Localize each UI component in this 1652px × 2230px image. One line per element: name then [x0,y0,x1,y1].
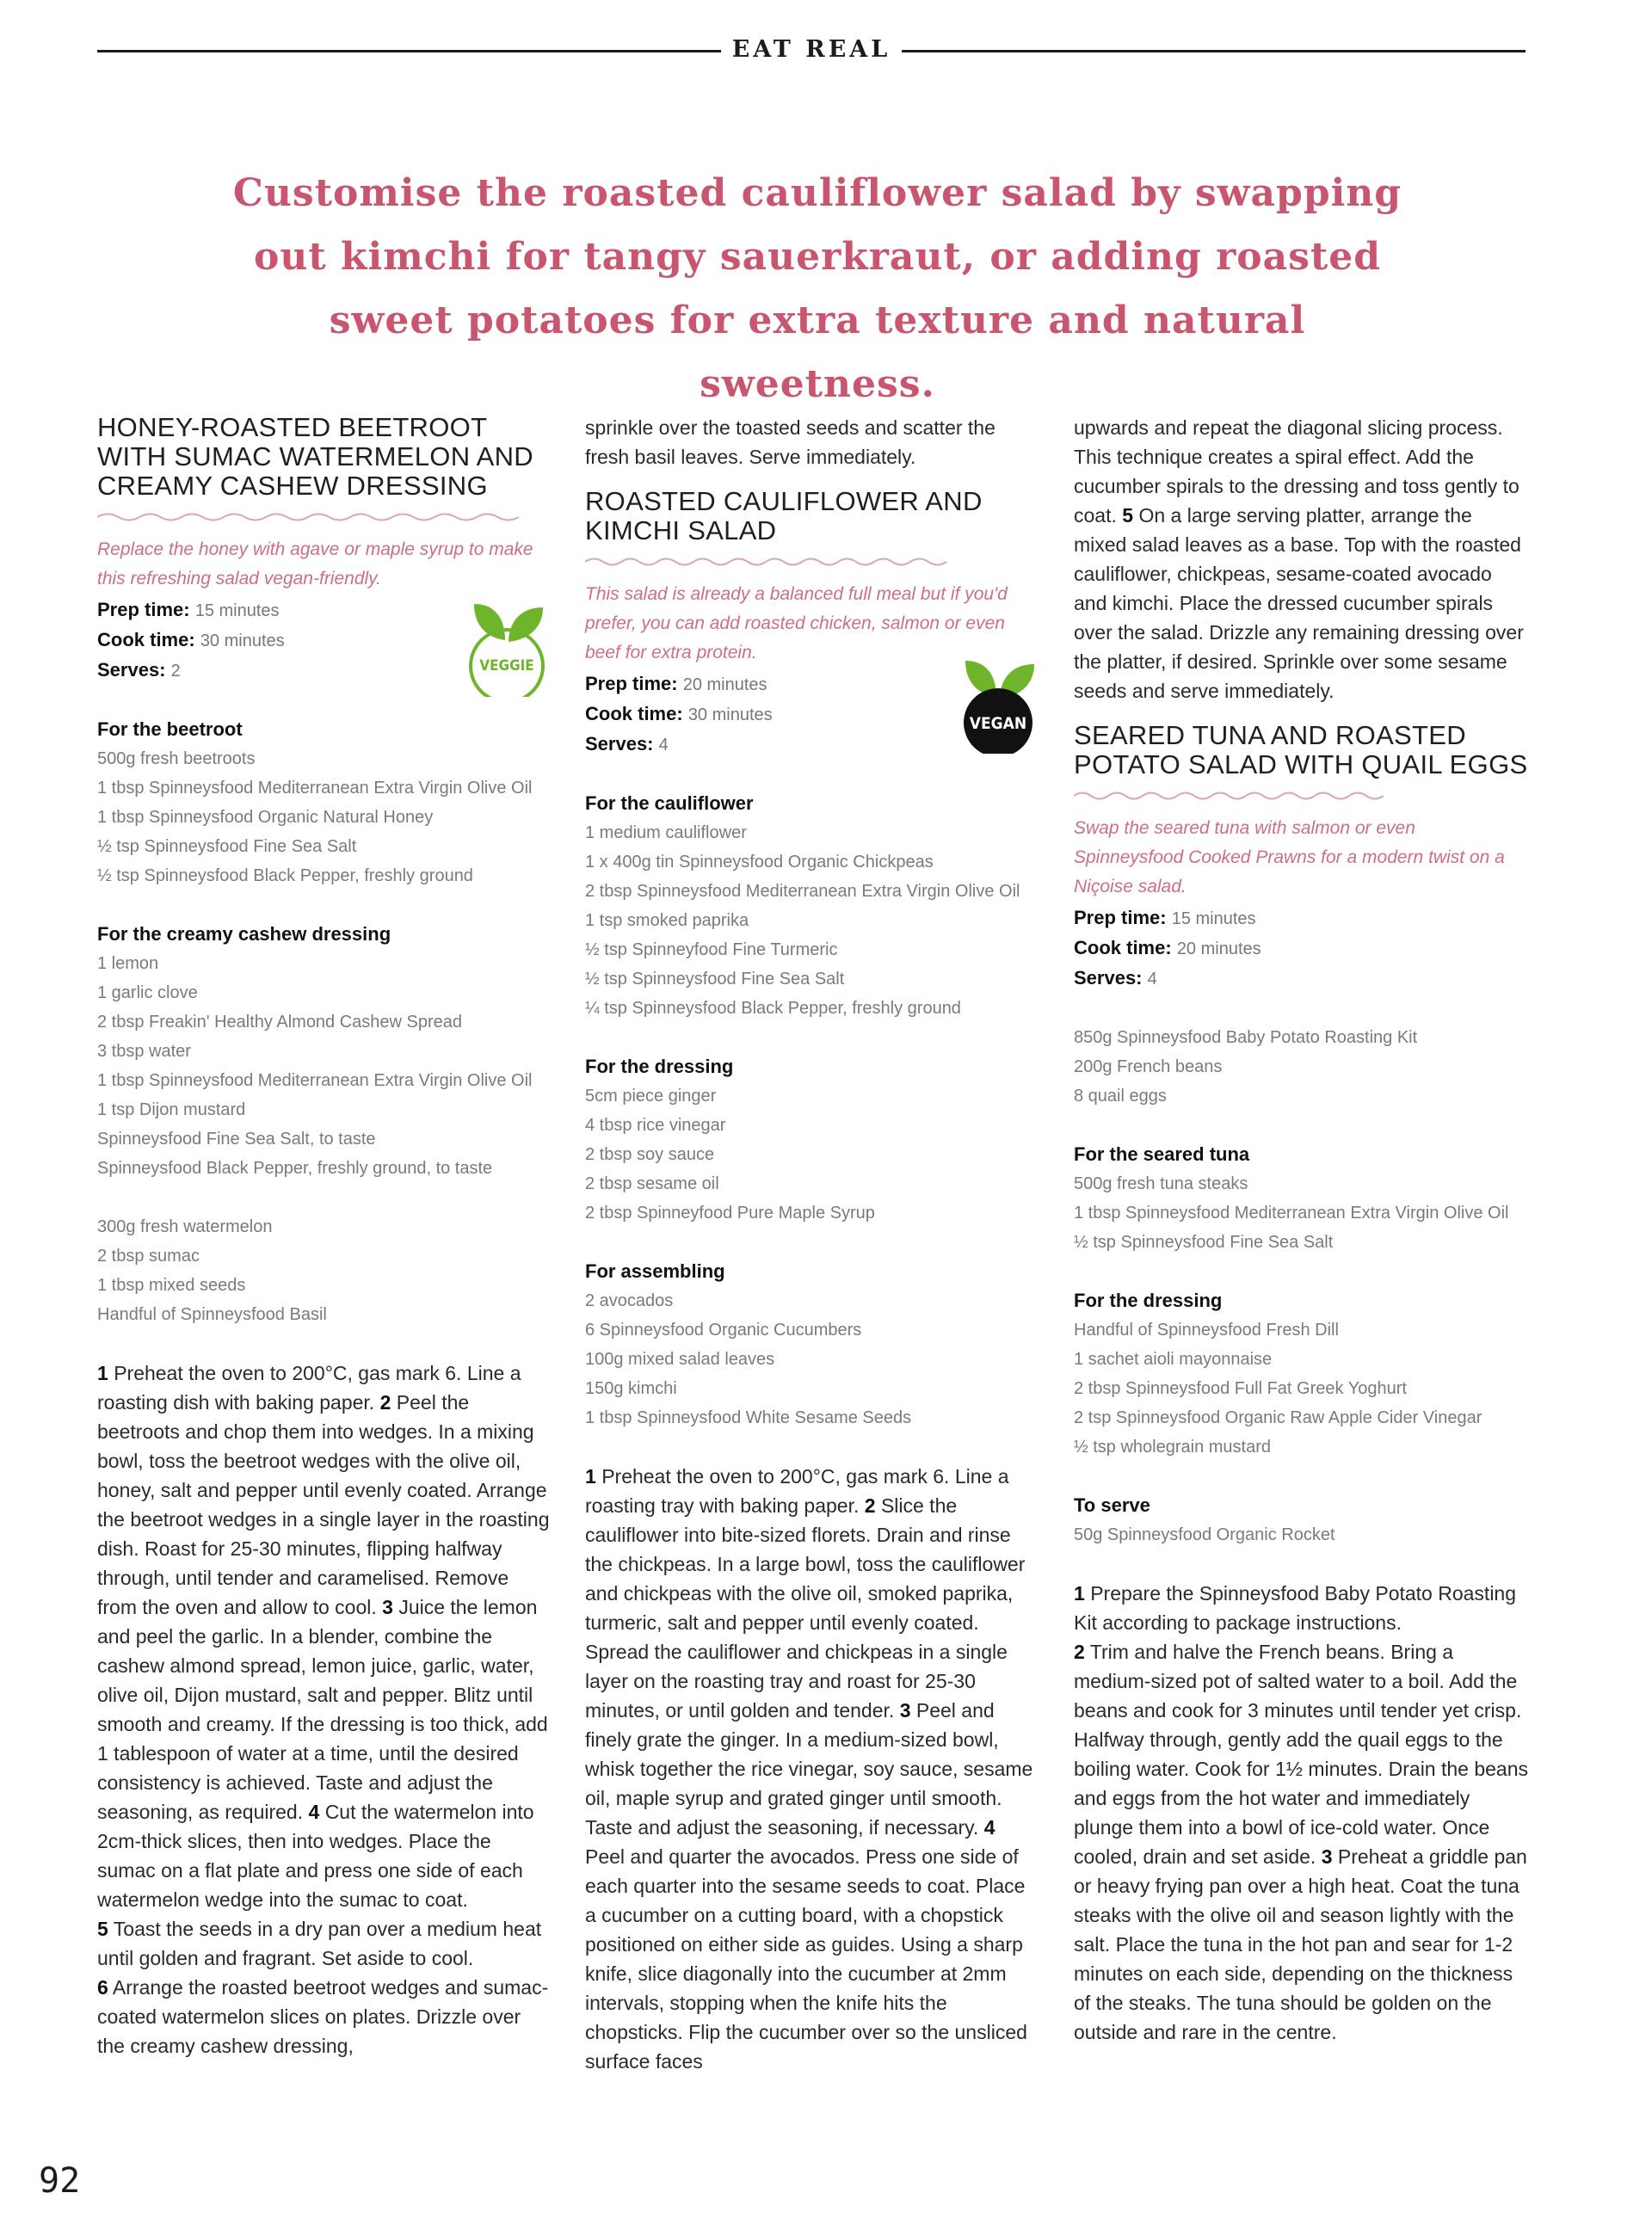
wavy-divider [585,556,946,568]
header-rule-right [902,50,1526,52]
ingredient: Spinneysfood Black Pepper, freshly ground, to taste [97,1159,493,1178]
ingredient: 1 sachet aioli mayonnaise [1074,1350,1273,1369]
continued-text: upwards and repeat the diagonal slicing process. This technique creates a spiral effect. Add the cucumber spirals to the dressing and toss gently to coat. 5 On a large serving platter, arrange the mixed salad leaves as a base. Top with the roasted cauliflower, chickpeas, sesame-coated avocado and kimchi. Place the dressed cucumber spirals over the salad. Drizzle any remaining dressing over the platter, if desired. Sprinkle over some sesame seeds and serve immediately. [1074,416,1524,702]
ingredient: 1 lemon [97,954,159,973]
section-label: EAT REAL [731,36,891,63]
vegan-badge-label: VEGAN [969,714,1027,733]
cauliflower-ingredients [585,818,1039,1023]
ingredient: 2 avocados [585,1291,674,1310]
ingredient: 5cm piece ginger [585,1087,717,1106]
ingredient: ½ tsp Spinneyfood Fine Turmeric [585,940,838,959]
cook-time: Cook time: 20 minutes [1074,937,1261,958]
cook-time: Cook time: 30 minutes [585,703,773,724]
assembling-ingredients [585,1286,1039,1432]
serve-ingredients [1074,1520,1528,1549]
base-ingredients [1074,1023,1528,1111]
ingredient: 3 tbsp water [97,1042,191,1061]
ingredient: 300g fresh watermelon [97,1217,273,1236]
serves: Serves: 2 [97,659,181,681]
method-text: 1 Prepare the Spinneysfood Baby Potato Roasting Kit according to package instructions. 2 Trim and halve the French beans. Bring a medium-sized pot of salted water to a boil. Add the beans and cook for 3 minutes until tender yet crisp. Halfway through, gently add the quail eggs to the boiling water. Cook for 1½ minutes. Drain the beans and eggs from the hot water and immediately plunge them into a bowl of ice-cold water. Once cooled, drain and set aside. 3 Preheat a griddle pan or heavy frying pan over a high heat. Coat the tuna steaks with the olive oil and season lightly with the salt. Place the tuna in the hot pan and sear for 1-2 minutes on each side, depending on the thickness of the steaks. The tuna should be golden on the outside and rare in the centre. [1074,1582,1529,2043]
ingredients-heading: For the seared tuna [1074,1143,1250,1165]
ingredient: 1 tbsp Spinneysfood Organic Natural Honey [97,808,434,827]
ingredient: 2 tbsp Freakin' Healthy Almond Cashew Spread [97,1013,463,1032]
ingredients-heading: For the beetroot [97,718,243,740]
ingredient: 150g kimchi [585,1379,677,1398]
ingredients-heading: For assembling [585,1260,725,1282]
pull-quote: Customise the roasted cauliflower salad by swapping out kimchi for tangy sauerkraut, or adding roasted sweet potatoes for extra texture and natural sweetness. [232,171,1402,406]
ingredient: 6 Spinneysfood Organic Cucumbers [585,1321,862,1340]
page-number: 92 [39,2161,81,2201]
ingredient: 1 tbsp mixed seeds [97,1276,246,1295]
ingredient: Handful of Spinneysfood Fresh Dill [1074,1321,1339,1340]
ingredient: ½ tsp wholegrain mustard [1074,1438,1272,1457]
ingredient: 8 quail eggs [1074,1087,1167,1106]
wavy-divider [97,511,519,523]
ingredient: 1 tbsp Spinneysfood Mediterranean Extra Virgin Olive Oil [1074,1204,1509,1223]
ingredient: 1 tbsp Spinneysfood Mediterranean Extra Virgin Olive Oil [97,1071,533,1090]
ingredient: 1 garlic clove [97,983,198,1002]
ingredient: 50g Spinneysfood Organic Rocket [1074,1525,1335,1544]
ingredient: 2 tbsp sesame oil [585,1174,719,1193]
ingredient: Spinneysfood Fine Sea Salt, to taste [97,1130,376,1149]
dressing-ingredients [1074,1315,1528,1462]
ingredient: 1 tbsp Spinneysfood White Sesame Seeds [585,1408,912,1427]
ingredient: 2 tbsp Spinneysfood Full Fat Greek Yoghurt [1074,1379,1407,1398]
column-1 [97,413,552,2061]
ingredient: 1 tsp Dijon mustard [97,1100,246,1119]
ingredients-heading: To serve [1074,1494,1150,1516]
ingredient: ¼ tsp Spinneysfood Black Pepper, freshly ground [585,999,961,1018]
recipe-2-head [585,487,1039,760]
method-text: 1 Preheat the oven to 200°C, gas mark 6. Line a roasting dish with baking paper. 2 Peel the beetroots and chop them into wedges. In a mixing bowl, toss the beetroot wedges with the olive oil, honey, salt and pepper until evenly coated. Arrange the beetroot wedges in a single layer in the roasting dish. Roast for 25-30 minutes, flipping halfway through, until tender and caramelised. Remove from the oven and allow to cool. 3 Juice the lemon and peel the garlic. In a blender, combine the cashew almond spread, lemon juice, garlic, water, olive oil, Dijon mustard, salt and pepper. Blitz until smooth and creamy. If the dressing is too thick, add 1 tablespoon of water at a time, until the desired consistency is achieved. Taste and adjust the seasoning, as required. 4 Cut the watermelon into 2cm-thick slices, then into wedges. Place the sumac on a flat plate and press one side of each watermelon wedge into the sumac to coat. 5 Toast the seeds in a dry pan over a medium heat until golden and fragrant. Set aside to cool. 6 Arrange the roasted beetroot wedges and sumac-coated watermelon slices on plates. Drizzle over the creamy cashew dressing, [97,1362,550,2057]
prep-time: Prep time: 15 minutes [97,599,280,620]
ingredient: 4 tbsp rice vinegar [585,1116,726,1135]
leaf-icon [465,602,548,697]
wavy-divider [1074,790,1384,802]
ingredient: 2 tbsp Spinneysfood Mediterranean Extra Virgin Olive Oil [585,882,1020,901]
ingredients-heading: For the dressing [585,1056,734,1077]
ingredient: 200g French beans [1074,1057,1223,1076]
ingredients-heading: For the dressing [1074,1290,1223,1311]
ingredient: 1 x 400g tin Spinneysfood Organic Chickpeas [585,853,934,872]
column-3 [1074,413,1528,2047]
beetroot-ingredients [97,744,552,890]
cook-time: Cook time: 30 minutes [97,629,285,650]
recipe-1-head [97,413,552,686]
prep-time: Prep time: 20 minutes [585,673,767,694]
ingredient: 2 tsp Spinneysfood Organic Raw Apple Cider Vinegar [1074,1408,1482,1427]
leaf-icon [957,659,1039,754]
method-text: 1 Preheat the oven to 200°C, gas mark 6. Line a roasting tray with baking paper. 2 Slice the cauliflower into bite-sized florets. Drain and rinse the chickpeas. In a large bowl, toss the cauliflower and chickpeas with the olive oil, smoked paprika, turmeric, salt and pepper until evenly coated. Spread the cauliflower and chickpeas in a single layer on the roasting tray and roast for 25-30 minutes, or until golden and tender. 3 Peel and finely grate the ginger. In a medium-sized bowl, whisk together the rice vinegar, soy sauce, sesame oil, maple syrup and grated ginger until smooth. Taste and adjust the seasoning, if necessary. 4 Peel and quarter the avocados. Press one side of each quarter into the sesame seeds to coat. Place a cucumber on a cutting board, with a chopstick positioned on either side as guides. Using a sharp knife, slice diagonally into the cucumber at 2mm intervals, stopping when the knife hits the chopsticks. Flip the cucumber over so the unsliced surface faces [585,1465,1033,2073]
dressing-ingredients [585,1081,1039,1228]
recipe-title: ROASTED CAULIFLOWER AND KIMCHI SALAD [585,486,983,545]
recipe-tip: Swap the seared tuna with salmon or even Spinneysfood Cooked Prawns for a modern twist on a Niçoise salad. [1074,818,1505,896]
ingredient: ½ tsp Spinneysfood Fine Sea Salt [585,970,845,989]
recipe-title: HONEY-ROASTED BEETROOT WITH SUMAC WATERMELON AND CREAMY CASHEW DRESSING [97,412,533,501]
ingredient: 1 tsp smoked paprika [585,911,749,930]
ingredient: 1 tbsp Spinneysfood Mediterranean Extra Virgin Olive Oil [97,779,533,798]
ingredient: 100g mixed salad leaves [585,1350,775,1369]
recipe-title: SEARED TUNA AND ROASTED POTATO SALAD WITH QUAIL EGGS [1074,720,1528,779]
veggie-badge-label: VEGGIE [479,657,534,675]
recipe-tip: Replace the honey with agave or maple syrup to make this refreshing salad vegan-friendly. [97,539,533,588]
tuna-ingredients [1074,1169,1528,1257]
section-header [97,33,1526,67]
ingredient: 2 tbsp Spinneyfood Pure Maple Syrup [585,1204,875,1223]
prep-time: Prep time: 15 minutes [1074,907,1256,928]
recipe-tip: This salad is already a balanced full meal but if you'd prefer, you can add roasted chicken, salmon or even beef for extra protein. [585,584,1008,662]
serves: Serves: 4 [585,733,669,755]
ingredient: ½ tsp Spinneysfood Fine Sea Salt [1074,1233,1334,1252]
column-2 [585,413,1039,2076]
serves: Serves: 4 [1074,967,1157,989]
ingredients-heading: For the cauliflower [585,792,754,814]
continued-text: sprinkle over the toasted seeds and scatter the fresh basil leaves. Serve immediately. [585,416,996,468]
ingredient: ½ tsp Spinneysfood Black Pepper, freshly ground [97,866,473,885]
ingredient: 500g fresh beetroots [97,749,256,768]
ingredient: 850g Spinneysfood Baby Potato Roasting Kit [1074,1028,1418,1047]
ingredient: 2 tbsp sumac [97,1247,200,1266]
dressing-ingredients [97,949,552,1183]
ingredient: 2 tbsp soy sauce [585,1145,715,1164]
ingredient: 500g fresh tuna steaks [1074,1174,1248,1193]
ingredients-heading: For the creamy cashew dressing [97,923,391,945]
vegan-badge [957,659,1039,754]
ingredient: ½ tsp Spinneysfood Fine Sea Salt [97,837,357,856]
ingredient: 1 medium cauliflower [585,823,747,842]
ingredient: Handful of Spinneysfood Basil [97,1305,327,1324]
extra-ingredients [97,1212,552,1329]
veggie-badge [465,602,548,697]
